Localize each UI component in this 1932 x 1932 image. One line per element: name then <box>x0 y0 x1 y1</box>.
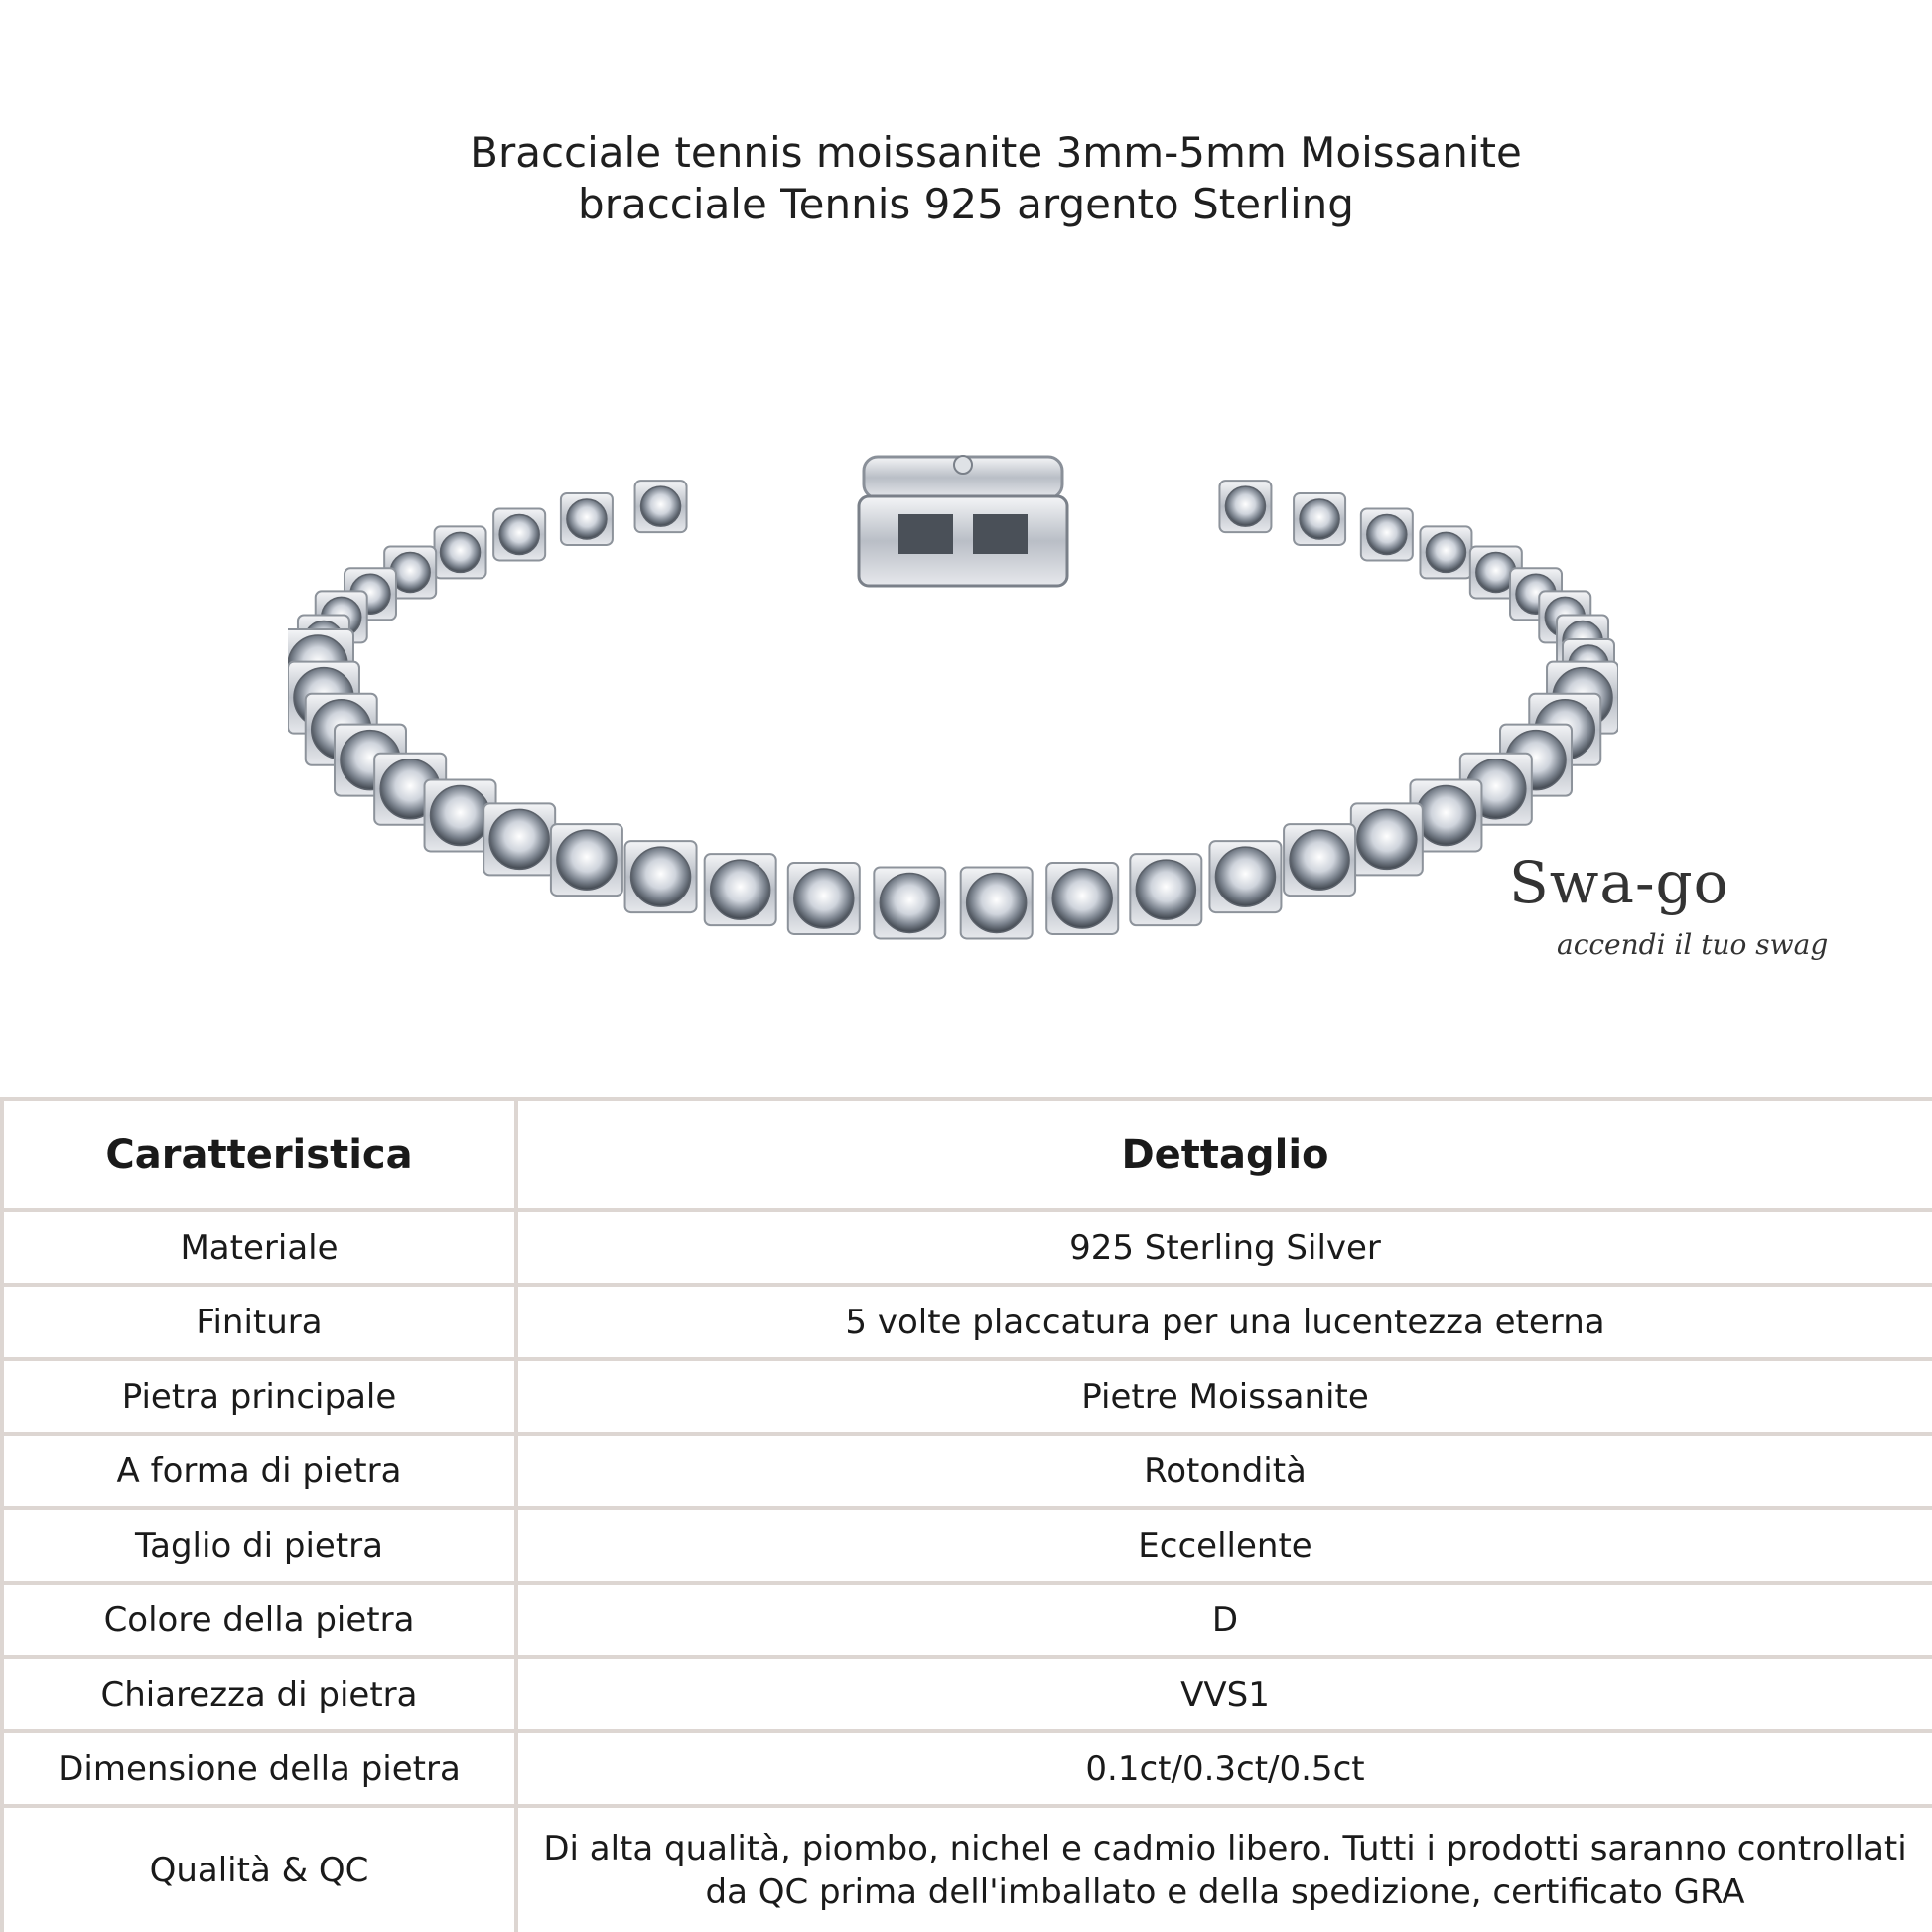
stone-link <box>1046 863 1118 934</box>
stone-link <box>1209 841 1281 912</box>
bracelet-image <box>288 437 1618 953</box>
stone-link <box>1130 854 1201 925</box>
stone-link <box>435 526 486 578</box>
stone-link <box>1420 526 1471 578</box>
header-detail: Dettaglio <box>516 1099 1932 1210</box>
header-feature: Caratteristica <box>2 1099 516 1210</box>
table-row <box>2 1210 1932 1285</box>
table-header-row <box>2 1099 1932 1210</box>
stone-link <box>788 863 860 934</box>
stone-link <box>483 803 555 875</box>
stone-link <box>635 481 687 532</box>
stone-link <box>961 867 1033 938</box>
detail-cell: Di alta qualità, piombo, nichel e cadmio libero. Tutti i prodotti saranno controllati da QC prima dell'imballato e della spedizione, certificato GRA <box>516 1806 1932 1932</box>
detail-cell: 925 Sterling Silver <box>516 1210 1932 1285</box>
detail-cell: Eccellente <box>516 1508 1932 1583</box>
table-row <box>2 1806 1932 1932</box>
feature-cell: Materiale <box>2 1210 516 1285</box>
stone-link <box>1284 824 1355 896</box>
feature-cell: Chiarezza di pietra <box>2 1657 516 1731</box>
brand-logo <box>1509 849 1866 978</box>
feature-cell: Pietra principale <box>2 1359 516 1434</box>
table-row <box>2 1434 1932 1508</box>
table-row <box>2 1359 1932 1434</box>
feature-cell: Colore della pietra <box>2 1583 516 1657</box>
feature-cell: Taglio di pietra <box>2 1508 516 1583</box>
table-row <box>2 1583 1932 1657</box>
detail-cell: 0.1ct/0.3ct/0.5ct <box>516 1731 1932 1806</box>
title-line-1: Bracciale tennis moissanite 3mm-5mm Moissanite <box>470 128 1522 177</box>
feature-cell: Qualità & QC <box>2 1806 516 1932</box>
detail-cell: VVS1 <box>516 1657 1932 1731</box>
title-line-2: bracciale Tennis 925 argento Sterling <box>578 180 1354 228</box>
stone-link <box>493 508 545 560</box>
detail-cell: Pietre Moissanite <box>516 1359 1932 1434</box>
product-title <box>0 127 1932 230</box>
table-row <box>2 1508 1932 1583</box>
stone-link <box>561 493 613 545</box>
specs-table <box>0 1097 1932 1932</box>
stone-link <box>874 867 945 938</box>
stone-link <box>1219 481 1271 532</box>
stone-link <box>1294 493 1345 545</box>
logo-wordmark: Swa-go <box>1509 849 1729 916</box>
feature-cell: A forma di pietra <box>2 1434 516 1508</box>
table-row <box>2 1731 1932 1806</box>
feature-cell: Dimensione della pietra <box>2 1731 516 1806</box>
stone-link <box>1351 803 1423 875</box>
stone-link <box>625 841 697 912</box>
stone-link <box>1361 508 1413 560</box>
clasp <box>859 456 1067 586</box>
feature-cell: Finitura <box>2 1285 516 1359</box>
detail-cell: D <box>516 1583 1932 1657</box>
stone-link <box>705 854 776 925</box>
stone-link <box>551 824 622 896</box>
detail-cell: 5 volte placcatura per una lucentezza eterna <box>516 1285 1932 1359</box>
logo-tagline: accendi il tuo swag <box>1557 928 1829 961</box>
table-row <box>2 1657 1932 1731</box>
detail-cell: Rotondità <box>516 1434 1932 1508</box>
table-row <box>2 1285 1932 1359</box>
